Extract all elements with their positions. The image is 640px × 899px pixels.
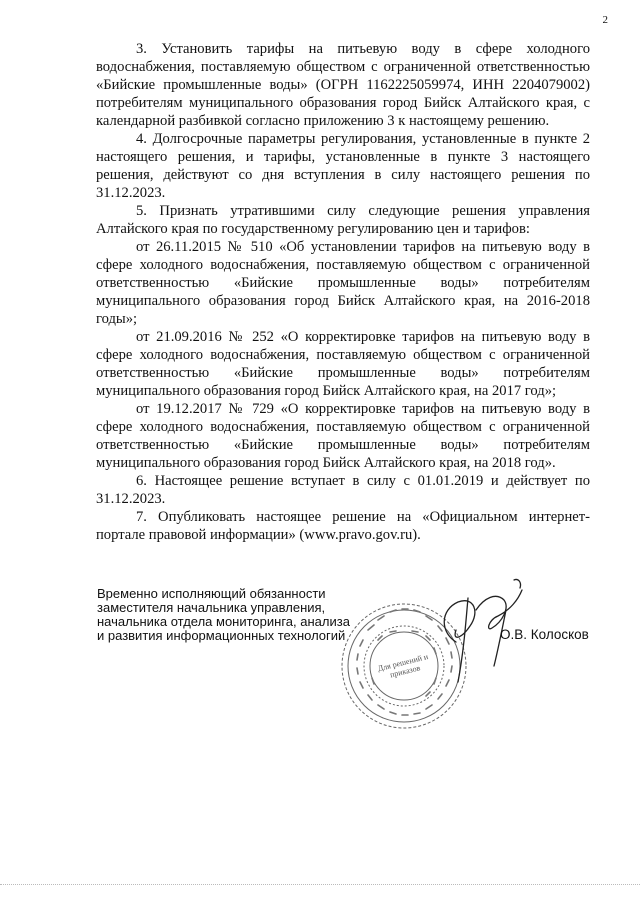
paragraph-item-3: 3. Установить тарифы на питьевую воду в сфере холодного водоснабжения, поставляемую обществом с ограниченной ответственностью «Бийские промышленные воды» (ОГРН 1162225059974, ИНН 2204079002) потребителям муниципального образования город Бийск Алтайского края, с календарной разбивкой согласно приложению 3 к настоящему решению. (96, 41, 590, 129)
signatory-title-line: Временно исполняющий обязанности (97, 586, 326, 601)
signatory-title-line: и развития информационных технологий (97, 628, 346, 643)
signatory-title-line: заместителя начальника управления, (97, 600, 326, 615)
paragraph-item-7: 7. Опубликовать настоящее решение на «Официальном интернет-портале правовой информации» (www.pravo.gov.ru). (96, 509, 590, 543)
repealed-decision-729: от 19.12.2017 № 729 «О корректировке тарифов на питьевую воду в сфере холодного водоснабжения, поставляемую обществом с ограниченной ответственностью «Бийские промышленные воды» потребителям муниципального образования город Бийск Алтайского края, на 2018 год». (96, 401, 590, 471)
page-bottom-edge (0, 884, 640, 885)
signatory-title-line: начальника отдела мониторинга, анализа (97, 614, 350, 629)
stamp-inner-text: Для решений и приказов (376, 652, 429, 680)
paragraph-item-5: 5. Признать утратившими силу следующие решения управления Алтайского края по государственному регулированию цен и тарифов: (96, 203, 590, 237)
document-body (96, 40, 590, 544)
repealed-decision-510: от 26.11.2015 № 510 «Об установлении тарифов на питьевую воду в сфере холодного водоснабжения, поставляемую обществом с ограниченной ответственностью «Бийские промышленные воды» потребителям муниципального образования город Бийск Алтайского края, на 2016-2018 годы»; (96, 239, 590, 327)
paragraph-item-6: 6. Настоящее решение вступает в силу с 01.01.2019 и действует по 31.12.2023. (96, 473, 590, 507)
signatory-name: О.В. Колосков (500, 627, 589, 642)
repealed-decision-252: от 21.09.2016 № 252 «О корректировке тарифов на питьевую воду в сфере холодного водоснабжения, поставляемую обществом с ограниченной ответственностью «Бийские промышленные воды» потребителям муниципального образования город Бийск Алтайского края, на 2017 год»; (96, 329, 590, 399)
page-number: 2 (602, 14, 608, 26)
paragraph-item-4: 4. Долгосрочные параметры регулирования, установленные в пункте 2 настоящего решения, и тарифы, установленные в пункте 3 настоящего решения, действуют со дня вступления в силу настоящего решения по 31.12.2023. (96, 131, 590, 201)
